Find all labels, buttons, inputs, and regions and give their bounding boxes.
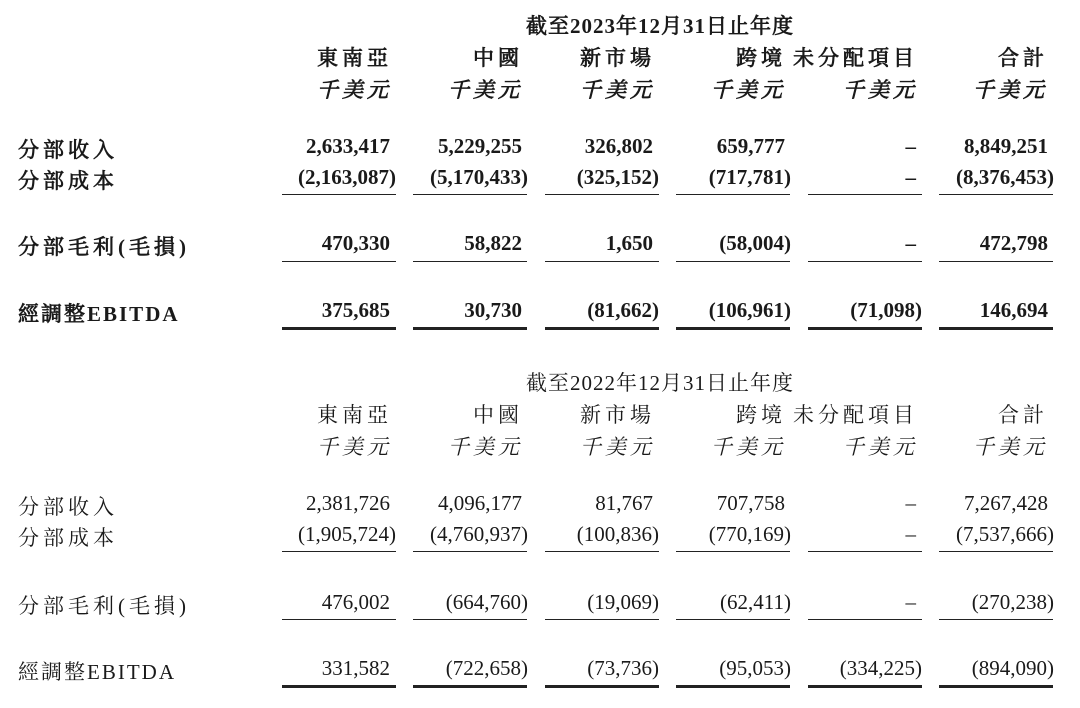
table-cell: 472,798	[979, 231, 1048, 255]
total-rule	[413, 327, 527, 330]
column-header-new-markets: 新市場	[580, 403, 655, 427]
total-rule	[413, 685, 527, 688]
column-unit: 千美元	[973, 435, 1048, 459]
column-unit: 千美元	[448, 435, 523, 459]
table-cell: 8,849,251	[964, 134, 1048, 158]
column-header-cross-border: 跨境	[736, 46, 786, 70]
row-label-segment-gross-profit: 分部毛利(毛損)	[18, 235, 190, 259]
row-label-segment-cost: 分部成本	[18, 526, 118, 550]
total-rule	[282, 685, 396, 688]
table-cell: (4,760,937)	[430, 522, 528, 546]
table-cell: 707,758	[716, 491, 785, 515]
table-cell: 1,650	[605, 231, 653, 255]
table-cell: (1,905,724)	[298, 522, 396, 546]
column-unit: 千美元	[711, 435, 786, 459]
table-cell: (8,376,453)	[956, 165, 1054, 189]
table-cell: (722,658)	[445, 656, 528, 680]
table-cell: (19,069)	[587, 590, 659, 614]
row-label-adjusted-ebitda: 經調整EBITDA	[18, 302, 180, 326]
segment-table-2023	[0, 0, 1080, 345]
subtotal-rule	[808, 261, 922, 262]
table-cell: (894,090)	[971, 656, 1054, 680]
table-cell: (58,004)	[719, 231, 791, 255]
subtotal-rule	[282, 619, 396, 620]
subtotal-rule	[808, 619, 922, 620]
table-cell: 2,633,417	[306, 134, 390, 158]
total-rule	[939, 327, 1053, 330]
subtotal-rule	[676, 551, 790, 552]
column-unit: 千美元	[843, 435, 918, 459]
table-cell: –	[905, 590, 916, 614]
column-header-cross-border: 跨境	[736, 403, 786, 427]
total-rule	[808, 685, 922, 688]
subtotal-rule	[545, 261, 659, 262]
total-rule	[676, 327, 790, 330]
subtotal-rule	[676, 194, 790, 195]
total-rule	[282, 327, 396, 330]
column-header-unallocated: 未分配項目	[793, 403, 918, 427]
table-cell: (5,170,433)	[430, 165, 528, 189]
column-unit: 千美元	[580, 435, 655, 459]
column-header-china: 中國	[473, 46, 523, 70]
table-cell: (664,760)	[445, 590, 528, 614]
table-cell: (770,169)	[708, 522, 791, 546]
table-cell: (81,662)	[587, 298, 659, 322]
subtotal-rule	[676, 261, 790, 262]
column-header-sea: 東南亞	[317, 46, 392, 70]
total-rule	[545, 327, 659, 330]
column-header-total: 合計	[998, 403, 1048, 427]
subtotal-rule	[413, 261, 527, 262]
column-unit: 千美元	[317, 435, 392, 459]
column-unit: 千美元	[711, 78, 786, 102]
subtotal-rule	[413, 551, 527, 552]
table-cell: 476,002	[321, 590, 390, 614]
total-rule	[808, 327, 922, 330]
table-cell: –	[905, 134, 916, 158]
row-label-segment-revenue: 分部收入	[18, 138, 118, 162]
column-header-total: 合計	[998, 46, 1048, 70]
table-cell: (7,537,666)	[956, 522, 1054, 546]
table-cell: (71,098)	[850, 298, 922, 322]
table-cell: 146,694	[979, 298, 1048, 322]
table-cell: 331,582	[321, 656, 390, 680]
column-header-sea: 東南亞	[317, 403, 392, 427]
segment-table-2022	[0, 357, 1080, 708]
table-cell: 470,330	[321, 231, 390, 255]
table-cell: (106,961)	[708, 298, 791, 322]
column-unit: 千美元	[843, 78, 918, 102]
subtotal-rule	[939, 619, 1053, 620]
table-cell: –	[905, 165, 916, 189]
total-rule	[676, 685, 790, 688]
table-cell: 2,381,726	[306, 491, 390, 515]
table-cell: (270,238)	[971, 590, 1054, 614]
subtotal-rule	[676, 619, 790, 620]
table-cell: (334,225)	[839, 656, 922, 680]
table-cell: (62,411)	[720, 590, 791, 614]
table-cell: 659,777	[716, 134, 785, 158]
subtotal-rule	[808, 551, 922, 552]
total-rule	[939, 685, 1053, 688]
total-rule	[545, 685, 659, 688]
subtotal-rule	[282, 261, 396, 262]
subtotal-rule	[413, 194, 527, 195]
subtotal-rule	[282, 551, 396, 552]
table-cell: (73,736)	[587, 656, 659, 680]
column-unit: 千美元	[317, 78, 392, 102]
table-cell: –	[905, 491, 916, 515]
column-unit: 千美元	[580, 78, 655, 102]
row-label-segment-cost: 分部成本	[18, 169, 118, 193]
column-header-china: 中國	[473, 403, 523, 427]
subtotal-rule	[545, 194, 659, 195]
table-cell: 30,730	[464, 298, 522, 322]
subtotal-rule	[545, 551, 659, 552]
subtotal-rule	[282, 194, 396, 195]
subtotal-rule	[545, 619, 659, 620]
subtotal-rule	[808, 194, 922, 195]
row-label-segment-revenue: 分部收入	[18, 495, 118, 519]
table-cell: (717,781)	[708, 165, 791, 189]
row-label-adjusted-ebitda: 經調整EBITDA	[18, 660, 176, 684]
table-cell: –	[905, 231, 916, 255]
table-cell: –	[905, 522, 916, 546]
table-cell: 58,822	[464, 231, 522, 255]
table-cell: (100,836)	[576, 522, 659, 546]
table-cell: 375,685	[321, 298, 390, 322]
period-title: 截至2023年12月31日止年度	[526, 14, 794, 38]
subtotal-rule	[939, 194, 1053, 195]
table-cell: (95,053)	[719, 656, 791, 680]
table-cell: 5,229,255	[438, 134, 522, 158]
column-header-new-markets: 新市場	[580, 46, 655, 70]
table-cell: (2,163,087)	[298, 165, 396, 189]
subtotal-rule	[939, 551, 1053, 552]
subtotal-rule	[413, 619, 527, 620]
column-unit: 千美元	[973, 78, 1048, 102]
period-title: 截至2022年12月31日止年度	[526, 371, 794, 395]
table-cell: 326,802	[584, 134, 653, 158]
column-header-unallocated: 未分配項目	[793, 46, 918, 70]
table-cell: 4,096,177	[438, 491, 522, 515]
table-cell: 7,267,428	[964, 491, 1048, 515]
row-label-segment-gross-profit: 分部毛利(毛損)	[18, 594, 190, 618]
column-unit: 千美元	[448, 78, 523, 102]
table-cell: (325,152)	[576, 165, 659, 189]
subtotal-rule	[939, 261, 1053, 262]
table-cell: 81,767	[595, 491, 653, 515]
